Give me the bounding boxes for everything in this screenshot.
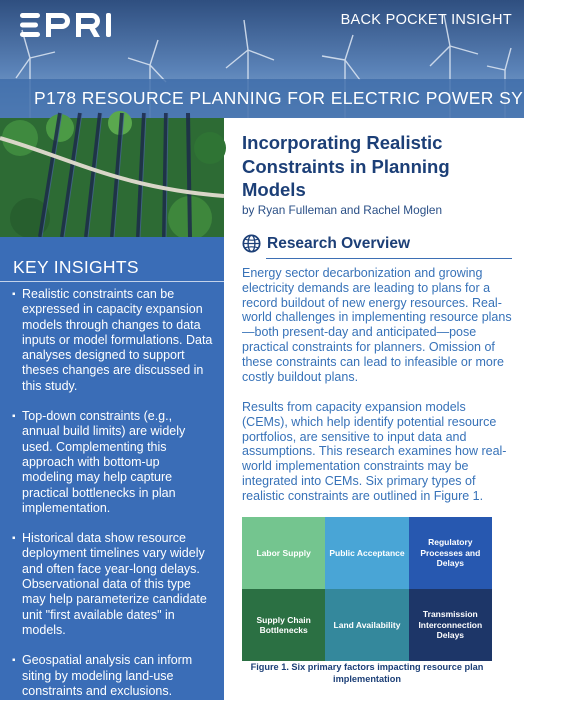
- solar-farm-photo: [0, 118, 224, 237]
- factor-cell: Land Availability: [325, 589, 408, 661]
- globe-icon: [242, 234, 261, 253]
- factor-cell: Labor Supply: [242, 517, 325, 589]
- key-insights-heading: KEY INSIGHTS: [13, 257, 139, 277]
- factor-cell: Public Acceptance: [325, 517, 408, 589]
- key-insights-sidebar: [0, 237, 224, 700]
- key-insights-list: [13, 287, 213, 714]
- section-heading-text: Research Overview: [267, 235, 411, 252]
- insight-item: ▪ Geospatial analysis can inform siting by modeling land-use constraints and exclusions.: [13, 653, 213, 699]
- sidebar-divider: [0, 281, 224, 282]
- figure-caption: Figure 1. Six primary factors impacting resource plan implementation: [250, 662, 484, 684]
- factor-cell: Transmission Interconnection Delays: [409, 589, 492, 661]
- overview-paragraph: Energy sector decarbonization and growing electricity demands are leading to plans for a record buildout of new energy resources. Real-world challenges in implementing resource plans—both present-day and anticipated—pose practical constraints for planners. Omission of these constraints can lead to infeasible or more costly buildout plans.: [242, 266, 512, 384]
- factor-cell: Regulatory Processes and Delays: [409, 517, 492, 589]
- program-title-bar: [0, 79, 586, 118]
- insight-item: ▪ Realistic constraints can be expressed in capacity expansion models through changes to data inputs or model formulations. Data analyses designed to support theses changes are discussed in this study.: [13, 287, 213, 394]
- constraints-figure-grid: [242, 517, 492, 661]
- epri-logo: [20, 13, 120, 37]
- authors-line: by Ryan Fulleman and Rachel Moglen: [242, 203, 442, 217]
- header-banner: [0, 0, 586, 118]
- overview-paragraph: Results from capacity expansion models (CEMs), which help identify potential resource portfolios, are sensitive to input data and assumptions. This research examines how real-world implementation constraints may be integrated into CEMs. Six primary types of realistic constraints are outlined in Figure 1.: [242, 400, 507, 503]
- insight-item: ▪ Historical data show resource deployment timelines vary widely and often face year-long delays. Observational data of this type may help parameterize candidate unit "first available dates" in models.: [13, 531, 213, 638]
- factor-cell: Supply Chain Bottlenecks: [242, 589, 325, 661]
- solar-farm-image: [0, 118, 224, 237]
- document-title: Incorporating Realistic Constraints in Planning Models: [242, 132, 450, 200]
- insight-item: ▪ Top-down constraints (e.g., annual build limits) are widely used. Complementing this approach with bottom-up modeling may help capture practical bottlenecks in plan implementation.: [13, 409, 213, 516]
- program-title: P178 RESOURCE PLANNING FOR ELECTRIC POWER SYSTEMS: [34, 88, 586, 108]
- section-underline: [266, 258, 512, 259]
- document-type-tag: BACK POCKET INSIGHT: [340, 12, 512, 28]
